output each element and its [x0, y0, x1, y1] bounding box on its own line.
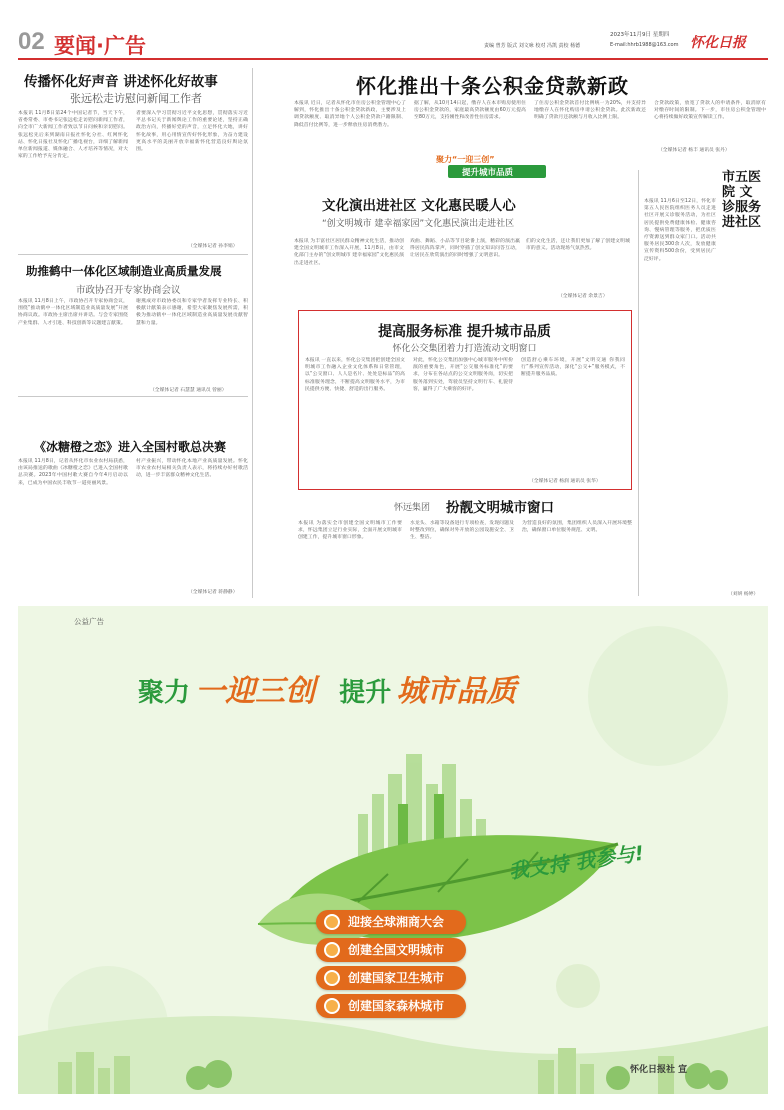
campaign-pill-label: 创建国家森林城市 [348, 999, 445, 1013]
topic-banner [418, 154, 588, 180]
article-h3-byline: （全媒体记者 杨润 通讯员 张华） [529, 479, 601, 484]
main-headline: 怀化推出十条公积金贷款新政 [356, 74, 629, 98]
article-h2-title: 文化演出进社区 文化惠民暖人心 [322, 198, 516, 214]
masthead [18, 26, 768, 62]
editor-line: 责编 曾芳 版式 刘文咏 校对 冯凯 责校 杨德 [484, 43, 581, 49]
lead-col3: 了住房公积金贷款首付比例统一为20%，并支持异地缴存人在怀化购房申请公积金贷款。此次新政还明确了贷款月还款额与月收入比例上限。 [534, 101, 646, 121]
article-h4-col1: 本报讯 为落实全市创建全国文明城市工作要求，怀远集团立足行业实际，全面开展文明城市创建工作，提升城市窗口形象。 [298, 521, 402, 541]
date-line: 2023年11月9日 星期四 [610, 32, 670, 38]
column-divider [638, 170, 639, 596]
article-h2-col1: 本报讯 为丰富社区居民群众精神文化生活，推动创建全国文明城市工作深入开展，11月8日，由市文化部门主办的“创文明城市 建幸福家园”文化惠民演出走进社区。 [294, 239, 404, 266]
article-2-subtitle: 市政协召开专家协商会议 [76, 285, 181, 296]
side-article-text: 本报讯 11月6日至12日，怀化市第五人民医院组织医务人员走进社区开展义诊服务活动，为社区居民提供免费健康体检、健康咨询、慢病管理等服务，把优质医疗资源送到群众家门口。活动共服务居民300余人次，发放健康宣传资料500余份，受到居民广泛好评。 [644, 199, 716, 262]
side-article-byline: （刘妍 杨婷） [728, 592, 759, 597]
bullet-icon [324, 942, 340, 958]
article-3-col2: 村产业振兴，带动怀化本地产业高质量发展。怀化市农业农村局相关负责人表示，将持续办好村歌活动，进一步丰富群众精神文化生活。 [136, 459, 248, 479]
side-article-title: 市五医院 文诊服务进社区 [722, 170, 762, 230]
article-1-title: 传播怀化好声音 讲述怀化好故事 [24, 74, 218, 90]
ad-headline-part2: 一迎三创 [195, 674, 316, 709]
divider [18, 396, 248, 397]
left-column [18, 66, 248, 602]
article-3-title: 《冰糖橙之恋》进入全国村歌总决赛 [34, 440, 227, 454]
right-area [258, 66, 768, 602]
campaign-pill-label: 创建全国文明城市 [348, 943, 445, 957]
article-h2-col3: 们的文化生活，还让我们更加了解了创建文明城市的意义。活动现场气氛热烈。 [526, 239, 630, 252]
public-service-ad [18, 606, 768, 1094]
article-3-byline: （全媒体记者 蒋静静） [188, 590, 238, 595]
ad-footer: 怀化日报社 宣 [630, 1065, 688, 1075]
article-3-col1: 本报讯 11月8日，记者从怀化市农业农村局获悉，由该局推送的歌曲《冰糖橙之恋》已进入全国村歌总决赛。2023年中国村歌大赛自今年4月启动以来，已成为中国农民丰收节一道亮丽风景。 [18, 459, 128, 486]
article-1-col1: 本报讯 11月8日第24个中国记者节，当天下午，省委常委、市委书记张远松走访慰问新闻工作者，向全市广大新闻工作者致以节日问候和亲切慰问。张远松先后来到湖南日报社怀化分社、红网怀化站、怀化日报社及怀化广播电视台，详细了解新闻单位新闻报道、媒体融合、人才培养等情况，对大家的工作给予充分肯定。 [18, 111, 128, 160]
article-h4-col3: 为营造良好的氛围，集团组织人员深入开展环境整治，确保窗口单位服务规范、文明。 [522, 521, 632, 534]
ad-headline-part1: 聚力 [138, 678, 191, 708]
article-h3-col3: 创造舒心乘车环境，开展“文明交通 你我同行”系列宣传活动，深化“公交+”服务模式，不断提升服务品质。 [521, 358, 625, 378]
lead-col1: 本报讯 近日，记者从怀化市住房公积金管理中心了解到，怀化推出十条公积金贷款新政，主要涉及上调贷款额度、取消异地个人公积金贷款户籍限制、降低首付比例等，进一步释放住房消费潜力。 [294, 101, 406, 128]
masthead-rule [18, 58, 768, 60]
paper-logo: 怀化日报 [690, 35, 746, 51]
email-line: E-mail:hhrb1988@163.com [610, 42, 679, 48]
banner-sub-text: 提升城市品质 [462, 168, 514, 178]
page-number: 02 [18, 28, 45, 55]
ad-slogan: 我支持 我参与! [507, 840, 646, 884]
divider [18, 254, 248, 255]
article-h4-kicker: 怀远集团 [394, 503, 431, 513]
column-divider [252, 68, 253, 598]
article-1-col2: 者要深入学习贯彻习近平文化思想，贯彻落实习近平总书记关于新闻舆论工作的重要论述，坚持正确政治方向，传播好党的声音，立足怀化大地，讲好怀化故事，用心用情宣传好怀化形象，为奋力建设更高水平的美丽开放幸福新怀化营造良好舆论氛围。 [136, 111, 248, 153]
campaign-pill-label: 创建国家卫生城市 [348, 971, 445, 985]
campaign-pill-label: 迎接全球湘商大会 [348, 915, 445, 929]
article-h3-subtitle: 怀化公交集团着力打造流动文明窗口 [392, 344, 537, 354]
ad-headline-part3: 提升 [339, 678, 392, 708]
lead-col2: 据了解，从10月14日起，缴存人在本市购房使用住房公积金贷款的，家庭最高贷款额度由60万元提高至80万元，支持刚性和改善性住房需求。 [414, 101, 526, 121]
article-2-byline: （全媒体记者 石慧慧 通讯员 曾丽） [150, 388, 227, 393]
campaign-pill-3 [316, 966, 466, 990]
article-h2-byline: （全媒体记者 余景吉） [558, 294, 608, 299]
article-h4-title: 扮靓文明城市窗口 [446, 500, 554, 516]
bullet-icon [324, 970, 340, 986]
ad-headline-part4: 城市品质 [396, 674, 517, 709]
article-h3-title: 提高服务标准 提升城市品质 [378, 324, 551, 340]
article-h3-col2: 对此，怀化公交集团加强中心城市服务中所扮演的重要角色，开展“公交服务标准化”的要求，分布在各站点的公交文明服务岗，切实把服务落到实处，驾驶员坚持文明行车、礼貌待客，赢得了广大乘客的好评。 [413, 358, 513, 392]
article-1-byline: （全媒体记者 孙李娟） [188, 244, 238, 249]
section-title: 要闻·广告 [54, 34, 146, 58]
campaign-pill-4 [316, 994, 466, 1018]
article-2-col1: 本报讯 11月8日上午，市政协召开专家协商会议，围绕“推动鹤中一体化区域制造业高质量发展”开展协商议政。市政协主席出席并讲话。与会专家围绕产业集群、人才引进、科技创新等议题建言献策。 [18, 299, 128, 326]
article-1-subtitle: 张远松走访慰问新闻工作者 [70, 92, 202, 105]
campaign-pill-1 [316, 910, 466, 934]
article-h3-col1: 本报讯 一直以来，怀化公交集团把创建全国文明城市工作融入企业文化体系和日常管理，以“公交窗口、人人是名片、处处是标品”的高标准服务理念，不断提高文明服务水平，为市民提供方便、快捷、舒适的出行服务。 [305, 358, 405, 392]
banner-top-text: 聚力“一迎三创” [436, 155, 495, 164]
ad-label: 公益广告 [74, 617, 104, 626]
lead-byline: （全媒体记者 杨丰 通讯员 张丹） [658, 148, 730, 153]
article-h2-subtitle: “创文明城市 建幸福家园”文化惠民演出走进社区 [322, 219, 515, 229]
article-h2-col2: 戏曲、舞蹈、小品等节目轮番上演，精彩的演出赢得居民阵阵掌声，同时穿插了创文知识问答互动，让居民在欣赏演出的同时增强了文明意识。 [410, 239, 520, 259]
lead-col4: 合贷款政策，放宽了贷款人的申请条件，取消原有对缴存时间的限制。下一步，市住房公积金管理中心将持续做好政策宣传解读工作。 [654, 101, 766, 121]
article-h4-col2: 水龙头、水箱等设备进行专项检查，发现问题及时整改到位，确保对外开放的公园设施安全、卫生、整洁。 [410, 521, 514, 541]
bullet-icon [324, 998, 340, 1014]
campaign-pill-2 [316, 938, 466, 962]
ad-headline [138, 666, 658, 709]
article-h3-box [298, 310, 632, 490]
article-2-col2: 谢燕成对市政协委员和专家学者发挥专业特长、积极献计献策表示感谢，希望大家聚焦发展所需，积极为推动鹤中一体化区域制造业高质量发展贡献智慧和力量。 [136, 299, 248, 326]
bullet-icon [324, 914, 340, 930]
article-2-title: 助推鹤中一体化区域制造业高质量发展 [26, 264, 222, 278]
